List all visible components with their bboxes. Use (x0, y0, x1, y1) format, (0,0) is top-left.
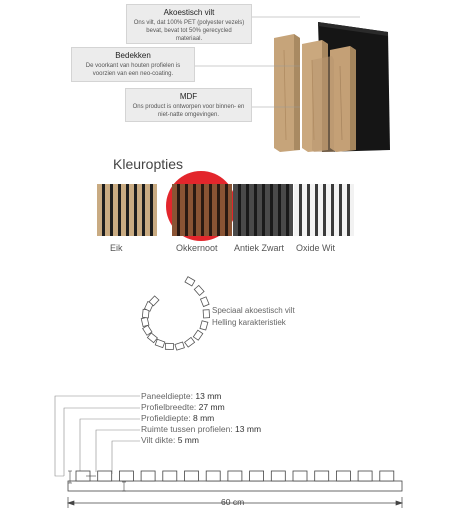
spec-paneeldiepte (141, 391, 221, 401)
spiral-slat (200, 297, 209, 307)
profile-slat (119, 471, 133, 481)
spec-label: Paneeldiepte: (141, 391, 193, 401)
swatch-oxide-wit[interactable] (294, 184, 354, 236)
spiral-slat (200, 321, 208, 330)
callout-body: Ons product is ontworpen voor binnen- en niet-natte omgevingen. (132, 104, 245, 118)
spec-profieldiepte (141, 413, 214, 423)
callout-akoestisch-vilt (126, 4, 252, 44)
profile-slat (293, 471, 307, 481)
acoustic-line-2: Helling karakteristiek (212, 318, 286, 327)
acoustic-profile-spiral (141, 277, 209, 350)
callout-body: Ons vilt, dat 100% PET (polyester vezels) bevat, bevat tot 50% gerecycled materiaal. (133, 20, 245, 42)
callout-title: Akoestisch vilt (163, 8, 215, 17)
label-antiek-zwart: Antiek Zwart (234, 243, 285, 253)
callout-body: De voorkant van houten profielen is voorzien van een neo-coating. (85, 63, 181, 77)
profile-slat (271, 471, 285, 481)
spec-value: 13 mm (195, 391, 222, 401)
kleuropties-heading: Kleuropties (113, 156, 184, 172)
spiral-slat (193, 330, 202, 340)
acoustic-line-1: Speciaal akoestisch vilt (212, 306, 295, 315)
label-oxide-wit: Oxide Wit (296, 243, 336, 253)
spiral-slat (175, 342, 184, 350)
profile-slat (206, 471, 220, 481)
spec-value: 27 mm (198, 402, 225, 412)
spec-vilt-dikte (141, 435, 199, 445)
spiral-slat (165, 343, 173, 349)
spec-label: Profieldiepte: (141, 413, 191, 423)
callout-title: MDF (179, 92, 198, 101)
profile-slat (98, 471, 112, 481)
spec-value: 5 mm (177, 435, 199, 445)
wood-slats (274, 34, 356, 152)
callout-title: Bedekken (115, 51, 151, 60)
width-label: 60 cm (221, 497, 245, 507)
callout-bedekken (71, 47, 195, 82)
spec-ruimte-tussen-profielen (141, 424, 261, 434)
profile-slat (185, 471, 199, 481)
spec-profielbreedte (141, 402, 225, 412)
label-eik: Eik (110, 243, 123, 253)
spec-label: Vilt dikte: (141, 435, 176, 445)
callout-mdf (125, 88, 252, 122)
profile-slat (163, 471, 177, 481)
spiral-slat (203, 310, 209, 318)
swatch-okkernoot[interactable] (172, 184, 232, 236)
spec-value: 8 mm (193, 413, 215, 423)
acoustic-description (212, 305, 295, 329)
spec-value: 13 mm (235, 424, 262, 434)
spiral-slat (185, 337, 195, 347)
cross-section-drawing (68, 471, 402, 491)
spec-label: Profielbreedte: (141, 402, 197, 412)
felt-base (68, 481, 402, 491)
profile-slat (380, 471, 394, 481)
dimension-leaders (55, 396, 140, 476)
swatch-antiek-zwart[interactable] (233, 184, 293, 236)
profile-slat (228, 471, 242, 481)
spiral-slat (194, 285, 204, 295)
swatch-eik[interactable] (97, 184, 157, 236)
label-okkernoot: Okkernoot (176, 243, 218, 253)
spiral-slat (155, 339, 165, 347)
spiral-slat (185, 277, 195, 286)
spiral-slat (141, 317, 149, 326)
spec-label: Ruimte tussen profielen: (141, 424, 233, 434)
profile-slat (141, 471, 155, 481)
profile-slat (250, 471, 264, 481)
profile-slat (315, 471, 329, 481)
profile-slat (336, 471, 350, 481)
profile-slat (358, 471, 372, 481)
